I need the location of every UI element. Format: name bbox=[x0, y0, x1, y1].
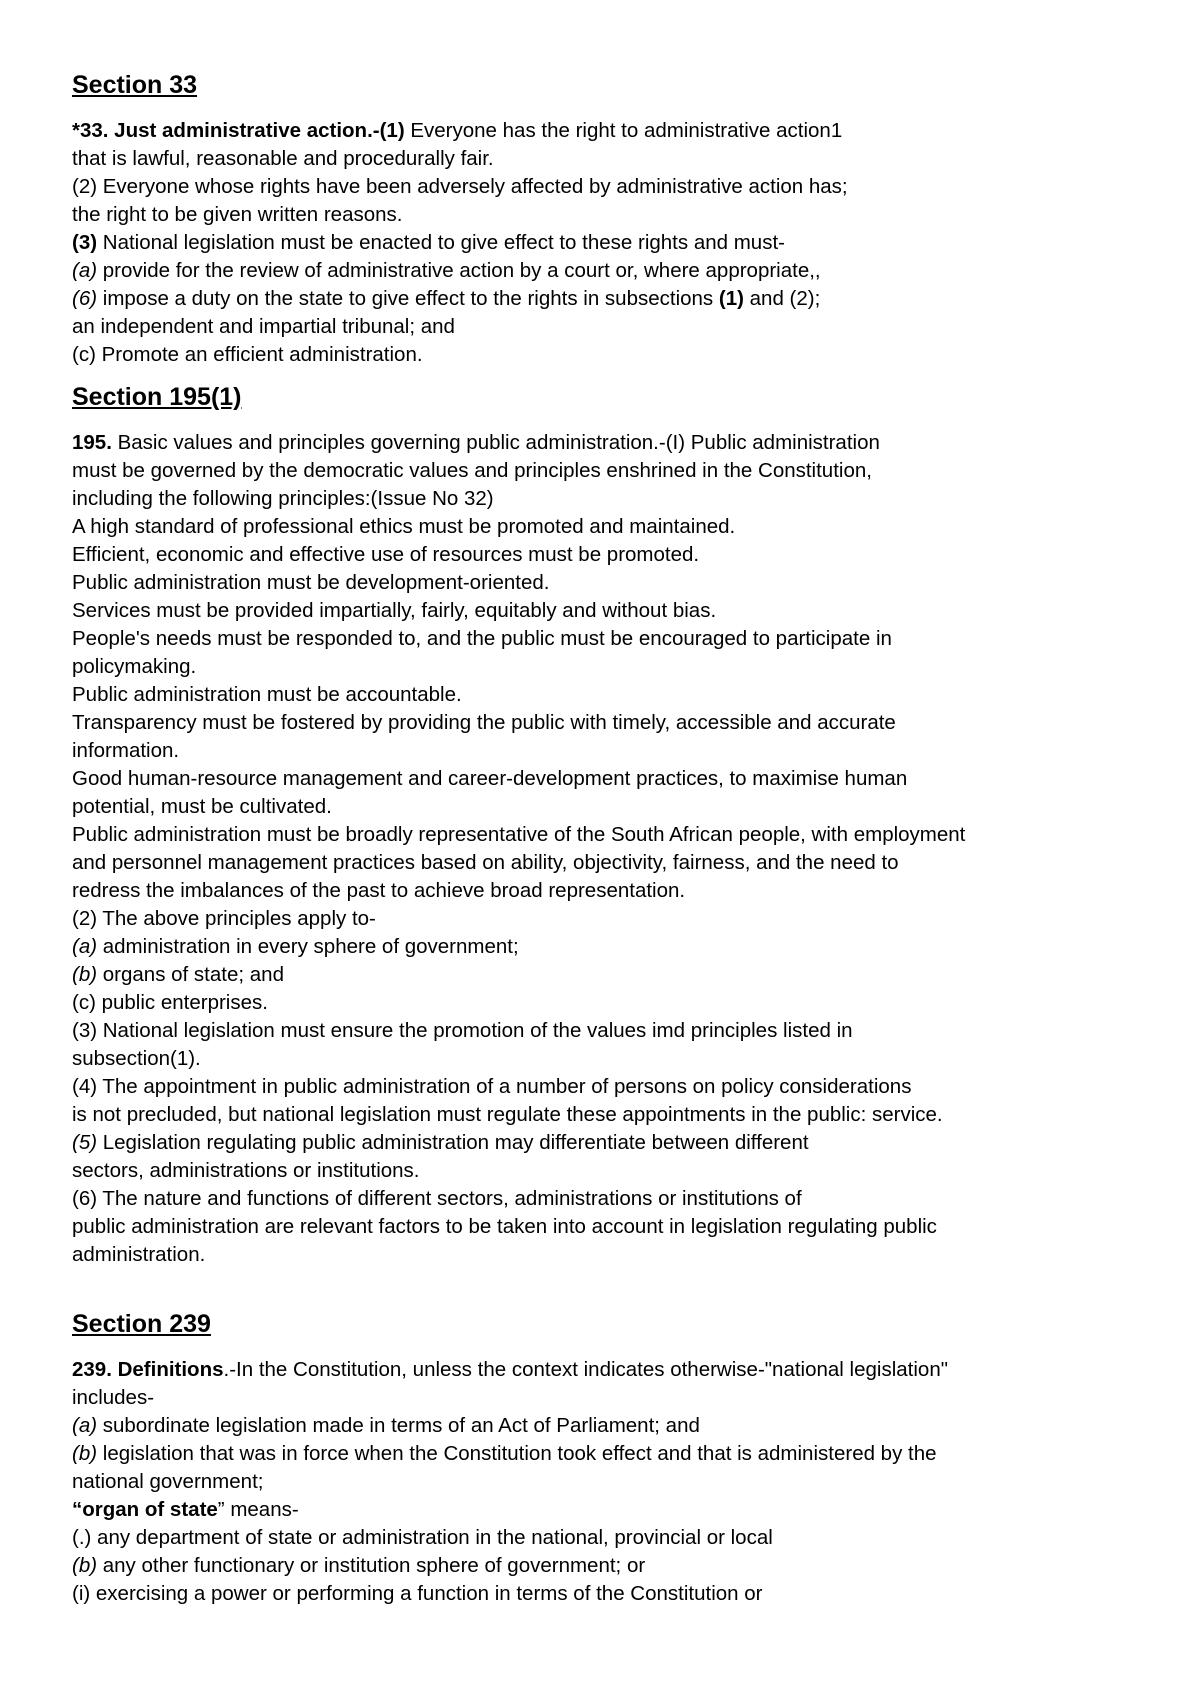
text-run: administration. bbox=[72, 1243, 206, 1266]
section-heading: Section 239 bbox=[72, 1310, 211, 1338]
text-line bbox=[72, 709, 1152, 737]
text-line bbox=[72, 569, 1152, 597]
text-line bbox=[72, 1045, 1152, 1073]
text-line bbox=[72, 541, 1152, 569]
text-run: and (2); bbox=[743, 287, 821, 310]
text-line bbox=[72, 1412, 1152, 1440]
text-line bbox=[72, 1101, 1152, 1129]
text-line bbox=[72, 849, 1152, 877]
text-run: sectors, administrations or institutions. bbox=[72, 1159, 420, 1182]
section-body bbox=[72, 1356, 1152, 1608]
text-run: (.) any department of state or administration in the national, provincial or local bbox=[72, 1526, 773, 1549]
text-run: impose a duty on the state to give effect to the rights in subsections bbox=[97, 287, 719, 310]
text-run: national government; bbox=[72, 1470, 264, 1493]
document-page bbox=[72, 70, 1152, 1608]
text-run: People's needs must be responded to, and the public must be encouraged to participate in bbox=[72, 627, 892, 650]
bold-text: 195. bbox=[72, 431, 112, 454]
text-run: Public administration must be accountable. bbox=[72, 683, 462, 706]
text-run: potential, must be cultivated. bbox=[72, 795, 332, 818]
text-line bbox=[72, 737, 1152, 765]
bold-text: *33. Just administrative action.-(1) bbox=[72, 119, 405, 142]
text-run: policymaking. bbox=[72, 655, 197, 678]
text-line bbox=[72, 1524, 1152, 1552]
text-run: (4) The appointment in public administration of a number of persons on policy considerations bbox=[72, 1075, 912, 1098]
text-run: an independent and impartial tribunal; and bbox=[72, 315, 455, 338]
text-run: (c) Promote an efficient administration. bbox=[72, 343, 423, 366]
section-239 bbox=[72, 1309, 1152, 1608]
text-run: information. bbox=[72, 739, 180, 762]
text-line bbox=[72, 933, 1152, 961]
text-line bbox=[72, 229, 1152, 257]
text-run: subordinate legislation made in terms of an Act of Parliament; and bbox=[97, 1414, 700, 1437]
text-line bbox=[72, 145, 1152, 173]
bold-text: “organ of state bbox=[72, 1498, 218, 1521]
text-run: ” means- bbox=[217, 1498, 299, 1521]
text-line bbox=[72, 313, 1152, 341]
text-line bbox=[72, 285, 1152, 313]
text-run: including the following principles:(Issue No 32) bbox=[72, 487, 494, 510]
bold-text: 239. Definitions bbox=[72, 1358, 224, 1381]
text-line bbox=[72, 625, 1152, 653]
text-line bbox=[72, 1213, 1152, 1241]
text-run: public administration are relevant factors to be taken into account in legislation regulating public bbox=[72, 1215, 937, 1238]
section-heading: Section 195(1) bbox=[72, 383, 242, 411]
text-run: any other functionary or institution sphere of government; or bbox=[97, 1554, 646, 1577]
text-line bbox=[72, 597, 1152, 625]
text-run: A high standard of professional ethics must be promoted and maintained. bbox=[72, 515, 736, 538]
text-run: the right to be given written reasons. bbox=[72, 203, 403, 226]
italic-text: (a) bbox=[72, 935, 98, 958]
text-line bbox=[72, 1552, 1152, 1580]
text-line bbox=[72, 905, 1152, 933]
text-run: provide for the review of administrative action by a court or, where appropriate,, bbox=[97, 259, 821, 282]
text-run: that is lawful, reasonable and procedurally fair. bbox=[72, 147, 494, 170]
text-run: Public administration must be broadly representative of the South African people, with employment bbox=[72, 823, 966, 846]
italic-text: (b) bbox=[72, 1554, 98, 1577]
text-run: administration in every sphere of government; bbox=[97, 935, 519, 958]
text-line bbox=[72, 765, 1152, 793]
bold-text: (1) bbox=[718, 287, 744, 310]
text-run: (2) The above principles apply to- bbox=[72, 907, 376, 930]
text-line bbox=[72, 1440, 1152, 1468]
text-run: redress the imbalances of the past to achieve broad representation. bbox=[72, 879, 686, 902]
text-run: Legislation regulating public administration may differentiate between different bbox=[97, 1131, 809, 1154]
text-run: (3) National legislation must ensure the promotion of the values imd principles listed in bbox=[72, 1019, 853, 1042]
text-run: .-In the Constitution, unless the context indicates otherwise-"national legislation" bbox=[223, 1358, 949, 1381]
text-run: (6) The nature and functions of different sectors, administrations or institutions of bbox=[72, 1187, 802, 1210]
text-line bbox=[72, 117, 1152, 145]
text-line bbox=[72, 1356, 1152, 1384]
text-line bbox=[72, 457, 1152, 485]
text-line bbox=[72, 485, 1152, 513]
text-line bbox=[72, 681, 1152, 709]
text-line bbox=[72, 257, 1152, 285]
italic-text: (6) bbox=[72, 287, 98, 310]
text-line bbox=[72, 1384, 1152, 1412]
section-heading: Section 33 bbox=[72, 71, 198, 99]
text-run: and personnel management practices based on ability, objectivity, fairness, and the need to bbox=[72, 851, 899, 874]
text-line bbox=[72, 429, 1152, 457]
text-line bbox=[72, 173, 1152, 201]
text-line bbox=[72, 1129, 1152, 1157]
text-line bbox=[72, 1496, 1152, 1524]
text-line bbox=[72, 961, 1152, 989]
text-run: Services must be provided impartially, fairly, equitably and without bias. bbox=[72, 599, 717, 622]
text-run: organs of state; and bbox=[97, 963, 284, 986]
text-run: Good human-resource management and career-development practices, to maximise human bbox=[72, 767, 908, 790]
italic-text: (a) bbox=[72, 259, 98, 282]
italic-text: (5) bbox=[72, 1131, 98, 1154]
section-body bbox=[72, 117, 1152, 369]
text-line bbox=[72, 653, 1152, 681]
text-line bbox=[72, 793, 1152, 821]
bold-text: (3) bbox=[72, 231, 98, 254]
section-body bbox=[72, 429, 1152, 1269]
text-run: (i) exercising a power or performing a function in terms of the Constitution or bbox=[72, 1582, 763, 1605]
text-line bbox=[72, 1468, 1152, 1496]
text-run: (2) Everyone whose rights have been adversely affected by administrative action has; bbox=[72, 175, 848, 198]
text-run: is not precluded, but national legislation must regulate these appointments in the public: service. bbox=[72, 1103, 943, 1126]
text-run: (c) public enterprises. bbox=[72, 991, 268, 1014]
text-run: Efficient, economic and effective use of resources must be promoted. bbox=[72, 543, 700, 566]
text-line bbox=[72, 1185, 1152, 1213]
text-line bbox=[72, 1241, 1152, 1269]
italic-text: (b) bbox=[72, 963, 98, 986]
text-run: Everyone has the right to administrative action1 bbox=[404, 119, 843, 142]
text-line bbox=[72, 201, 1152, 229]
text-line bbox=[72, 1017, 1152, 1045]
italic-text: (b) bbox=[72, 1442, 98, 1465]
section-195-1 bbox=[72, 382, 1152, 1269]
italic-text: (a) bbox=[72, 1414, 98, 1437]
text-run: must be governed by the democratic values and principles enshrined in the Constitution, bbox=[72, 459, 872, 482]
text-run: Public administration must be development-oriented. bbox=[72, 571, 550, 594]
text-line bbox=[72, 341, 1152, 369]
text-run: National legislation must be enacted to give effect to these rights and must- bbox=[97, 231, 785, 254]
text-line bbox=[72, 513, 1152, 541]
text-line bbox=[72, 877, 1152, 905]
text-run: includes- bbox=[72, 1386, 155, 1409]
section-33 bbox=[72, 70, 1152, 369]
text-run: subsection(1). bbox=[72, 1047, 201, 1070]
text-line bbox=[72, 1073, 1152, 1101]
text-line bbox=[72, 821, 1152, 849]
text-line bbox=[72, 1580, 1152, 1608]
text-line bbox=[72, 989, 1152, 1017]
text-run: Transparency must be fostered by providing the public with timely, accessible and accurate bbox=[72, 711, 896, 734]
text-line bbox=[72, 1157, 1152, 1185]
text-run: Basic values and principles governing public administration.-(I) Public administration bbox=[111, 431, 880, 454]
text-run: legislation that was in force when the Constitution took effect and that is administered by the bbox=[97, 1442, 937, 1465]
